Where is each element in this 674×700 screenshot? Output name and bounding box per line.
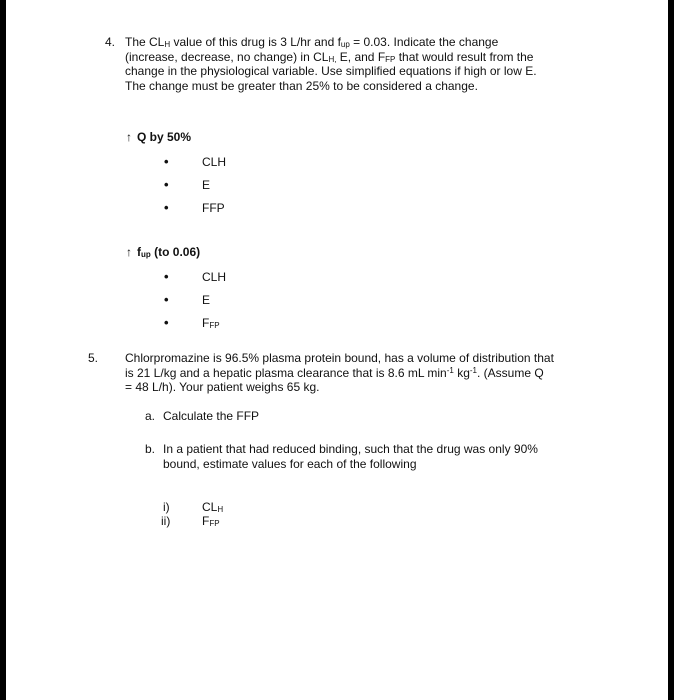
bullet: • — [164, 292, 169, 307]
list-item: FFP — [202, 201, 225, 215]
question-5-number: 5. — [88, 351, 99, 365]
list-item: E — [202, 293, 211, 307]
question-5-text: Chlorpromazine is 96.5% plasma protein bound, has a volume of distribution that is 21 L/kg and a hepatic plasma clearance that is 8.6 mL $\min^{-1} kg^{-1}$. (Assume Q = 48 L/h). Your patient weighs 65 kg. — [125, 351, 554, 394]
up-arrow-icon: ↑ — [126, 245, 132, 259]
bullet: • — [164, 200, 169, 215]
question-4-text: The $CL_H$ value of this drug is 3 L/hr and $f_{up} = 0.03$. Indicate the change (increase, decrease, no change) in $CL_{H,}$ E, and $F_{FP}$ that would result from the change in the physiological variable. Use simplified equations if high or low E. The change must be greater than 25% to be considered a change. — [125, 35, 537, 93]
part-b-text: In a patient that had reduced binding, such that the drug was only 90% bound, estimate values for each of the following — [163, 442, 538, 471]
bullet: • — [164, 177, 169, 192]
sub-item-i-text: $CL_H$ — [202, 500, 224, 514]
list-item: E — [202, 178, 211, 192]
part-fup-increase-heading: ↑ $f_{up}$ (to 0.06) — [126, 245, 201, 259]
part-a-label: a. — [145, 409, 156, 423]
part-q-increase-heading: ↑ Q by 50% — [126, 130, 192, 144]
sub-item-ii-text: $F_{FP}$ — [202, 514, 220, 528]
question-4-number: 4. — [105, 35, 116, 49]
left-border — [0, 0, 6, 700]
sub-item-i-label: i) — [163, 500, 170, 514]
list-item: $F_{FP}$ — [202, 316, 220, 330]
bullet: • — [164, 315, 169, 330]
list-item: CLH — [202, 270, 227, 284]
right-border — [668, 0, 674, 700]
bullet: • — [164, 269, 169, 284]
list-item: CLH — [202, 155, 227, 169]
part-a-text: Calculate the FFP — [163, 409, 260, 423]
up-arrow-icon: ↑ — [126, 130, 132, 144]
part-b-label: b. — [145, 442, 156, 456]
bullet: • — [164, 154, 169, 169]
sub-item-ii-label: ii) — [161, 514, 171, 528]
